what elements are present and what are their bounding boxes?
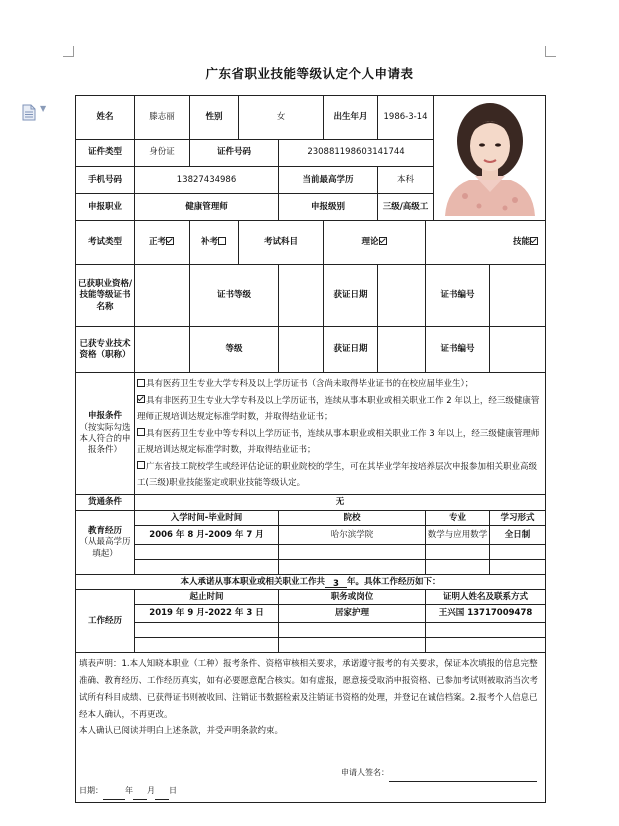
level-value[interactable]: 三级/高级工 [378, 194, 434, 221]
cert-date-value[interactable] [378, 265, 426, 327]
edu-header-school: 院校 [279, 511, 426, 526]
title-number-label: 证书编号 [426, 327, 490, 373]
title-number-value[interactable] [490, 327, 546, 373]
condition-checkbox[interactable] [137, 461, 145, 469]
conditions-label-main: 申报条件 [87, 411, 122, 422]
credit-label: 货通条件 [76, 495, 135, 511]
name-value[interactable]: 滕志丽 [135, 96, 190, 140]
page-corner-mark-right [545, 46, 556, 57]
edu-mode[interactable] [490, 560, 546, 575]
edu-header-period: 入学时间-毕业时间 [135, 511, 279, 526]
condition-text: 具有医药卫生专业中等专科以上学历证书，连续从事本职业或相关职业工作 3 年以上，经三级健康管理师正规培训达规定标准学时数，并取得结业证书； [137, 428, 540, 456]
edu-period[interactable] [135, 560, 279, 575]
condition-item[interactable] [137, 376, 543, 393]
exam-skill-option[interactable] [426, 221, 546, 265]
portrait-image [435, 96, 545, 216]
id-number-value[interactable]: 230881198603141744 [279, 140, 434, 167]
date-day-blank[interactable] [155, 790, 169, 800]
cert-level-value[interactable] [279, 265, 324, 327]
signature-field[interactable] [341, 765, 537, 782]
applicant-photo [434, 96, 546, 221]
cert-number-value[interactable] [490, 265, 546, 327]
professional-title-value[interactable] [135, 327, 190, 373]
exam-regular-option[interactable] [135, 221, 190, 265]
table-row [76, 560, 546, 575]
id-type-label: 证件类型 [76, 140, 135, 167]
work-statement-prefix: 本人承诺从事本职业或相关职业工作共 [180, 576, 325, 587]
exam-makeup-checkbox[interactable] [218, 237, 226, 245]
gender-label: 性别 [190, 96, 239, 140]
work-reference[interactable] [426, 623, 546, 638]
exam-type-label: 考试类型 [76, 221, 135, 265]
edu-header-major: 专业 [426, 511, 490, 526]
professional-title-label: 已获专业技术资格（职称） [76, 327, 135, 373]
work-years-value[interactable]: 3 [325, 579, 347, 588]
edu-mode[interactable]: 全日制 [490, 526, 546, 545]
conditions-label-sub: （按实际勾选本人符合的申报条件） [79, 422, 131, 456]
edu-major[interactable] [426, 560, 490, 575]
table-row [76, 545, 546, 560]
declaration-block [76, 653, 546, 803]
phone-value[interactable]: 13827434986 [135, 167, 279, 194]
level-label: 申报级别 [279, 194, 378, 221]
conditions-list [135, 373, 546, 495]
table-row [76, 638, 546, 653]
condition-item[interactable] [137, 393, 543, 426]
work-statement-suffix: 年。具体工作经历如下： [347, 576, 441, 587]
exam-theory-checkbox[interactable] [379, 237, 387, 245]
date-field[interactable] [79, 783, 177, 800]
signature-line[interactable] [389, 772, 537, 782]
conditions-label [76, 373, 135, 495]
table-row [76, 526, 546, 545]
document-icon[interactable] [22, 104, 36, 121]
table-row [76, 605, 546, 623]
credit-value[interactable]: 无 [135, 495, 546, 511]
work-period[interactable]: 2019 年 9 月-2022 年 3 日 [135, 605, 279, 623]
table-row [76, 623, 546, 638]
title-date-value[interactable] [378, 327, 426, 373]
id-number-label: 证件号码 [190, 140, 279, 167]
title-date-label: 获证日期 [324, 327, 378, 373]
education-label: 当前最高学历 [279, 167, 378, 194]
grade-value[interactable] [279, 327, 324, 373]
edu-school[interactable] [279, 560, 426, 575]
birth-label: 出生年月 [324, 96, 378, 140]
qualification-cert-label: 已获职业资格/技能等级证书名称 [76, 265, 135, 327]
phone-label: 手机号码 [76, 167, 135, 194]
exam-skill-label: 技能 [513, 237, 531, 248]
exam-regular-checkbox[interactable] [166, 237, 174, 245]
edu-major[interactable]: 数学与应用数学 [426, 526, 490, 545]
declaration-confirm: 本人确认已阅读并明白上述条款，并受声明条款约束。 [79, 726, 284, 737]
work-header-position: 职务或岗位 [279, 590, 426, 605]
edu-school[interactable] [279, 545, 426, 560]
exam-skill-checkbox[interactable] [530, 237, 538, 245]
work-statement [76, 575, 546, 590]
application-form [75, 95, 546, 803]
id-type-value[interactable]: 身份证 [135, 140, 190, 167]
education-history-label [76, 511, 135, 575]
exam-regular-label: 正考 [148, 237, 166, 248]
edu-header-mode: 学习形式 [490, 511, 546, 526]
gender-value[interactable]: 女 [239, 96, 324, 140]
work-position[interactable]: 居家护理 [279, 605, 426, 623]
condition-text: 具有非医药卫生专业大学专科及以上学历证书，连续从事本职业或相关职业工作 2 年以上，经三级健康管理师正规培训达规定标准学时数，并取得结业证书； [137, 395, 540, 423]
exam-subject-label: 考试科目 [239, 221, 324, 265]
birth-value[interactable]: 1986-3-14 [378, 96, 434, 140]
declaration-text: 填表声明：1.本人知晓本职业（工种）报考条件、资格审核相关要求，承诺遵守报考的有关要求，保证本次填报的信息完整准确、教育经历、工作经历真实，如有必要愿意配合核实。如有虚报，愿意接受取消申报资格、已参加考试则被取消当次考试所有科目成绩、已获得证书则被收回、注销证书数据检索及注销证书资格的处理，并登记在诚信档案。2.报考个人信息已经本人确认，不再更改。 [79, 659, 539, 720]
name-label: 姓名 [76, 96, 135, 140]
education-history-label-sub: （从最高学历填起） [79, 537, 131, 559]
form-title: 广东省职业技能等级认定个人申请表 [205, 66, 414, 81]
date-year-label: 年 [125, 786, 133, 796]
condition-checkbox[interactable] [137, 379, 145, 387]
cert-level-label: 证书等级 [190, 265, 279, 327]
exam-makeup-option[interactable] [190, 221, 239, 265]
condition-text: 具有医药卫生专业大学专科及以上学历证书（含尚未取得毕业证书的在校应届毕业生）； [146, 379, 474, 390]
work-position[interactable] [279, 623, 426, 638]
education-history-label-main: 教育经历 [87, 525, 122, 536]
occupation-label: 申报职业 [76, 194, 135, 221]
edu-mode[interactable] [490, 545, 546, 560]
work-header-period: 起止时间 [135, 590, 279, 605]
chevron-down-icon[interactable]: ▼ [40, 104, 47, 113]
exam-theory-label: 理论 [361, 237, 379, 248]
date-year-blank[interactable] [103, 790, 125, 800]
work-period[interactable] [135, 623, 279, 638]
occupation-value[interactable]: 健康管理师 [135, 194, 279, 221]
exam-theory-option[interactable] [324, 221, 426, 265]
condition-text: 广东省技工院校学生或经评估论证的职业院校的学生，可在其毕业学年按培养层次申报参加相关职业高级工(三级)职业技能鉴定或职业技能等级认定。 [137, 461, 538, 489]
date-month-blank[interactable] [133, 790, 147, 800]
edu-period[interactable] [135, 545, 279, 560]
work-position[interactable] [279, 638, 426, 653]
date-day-label: 日 [169, 786, 177, 796]
signature-label: 申请人签名： [341, 768, 389, 778]
condition-checkbox[interactable] [137, 395, 145, 403]
exam-makeup-label: 补考 [200, 237, 218, 248]
condition-item[interactable] [137, 426, 543, 459]
edu-school[interactable]: 哈尔滨学院 [279, 526, 426, 545]
work-period[interactable] [135, 638, 279, 653]
date-label: 日期： [79, 786, 103, 796]
work-header-reference: 证明人姓名及联系方式 [426, 590, 546, 605]
condition-checkbox[interactable] [137, 428, 145, 436]
grade-label: 等级 [190, 327, 279, 373]
condition-item[interactable] [137, 459, 543, 492]
education-value[interactable]: 本科 [378, 167, 434, 194]
cert-date-label: 获证日期 [324, 265, 378, 327]
date-month-label: 月 [147, 786, 155, 796]
edu-period[interactable]: 2006 年 8 月-2009 年 7 月 [135, 526, 279, 545]
work-history-label: 工作经历 [76, 590, 135, 653]
work-reference[interactable]: 王兴国 13717009478 [426, 605, 546, 623]
work-reference[interactable] [426, 638, 546, 653]
page-corner-mark-left [63, 46, 74, 57]
qualification-cert-value[interactable] [135, 265, 190, 327]
edu-major[interactable] [426, 545, 490, 560]
cert-number-label: 证书编号 [426, 265, 490, 327]
